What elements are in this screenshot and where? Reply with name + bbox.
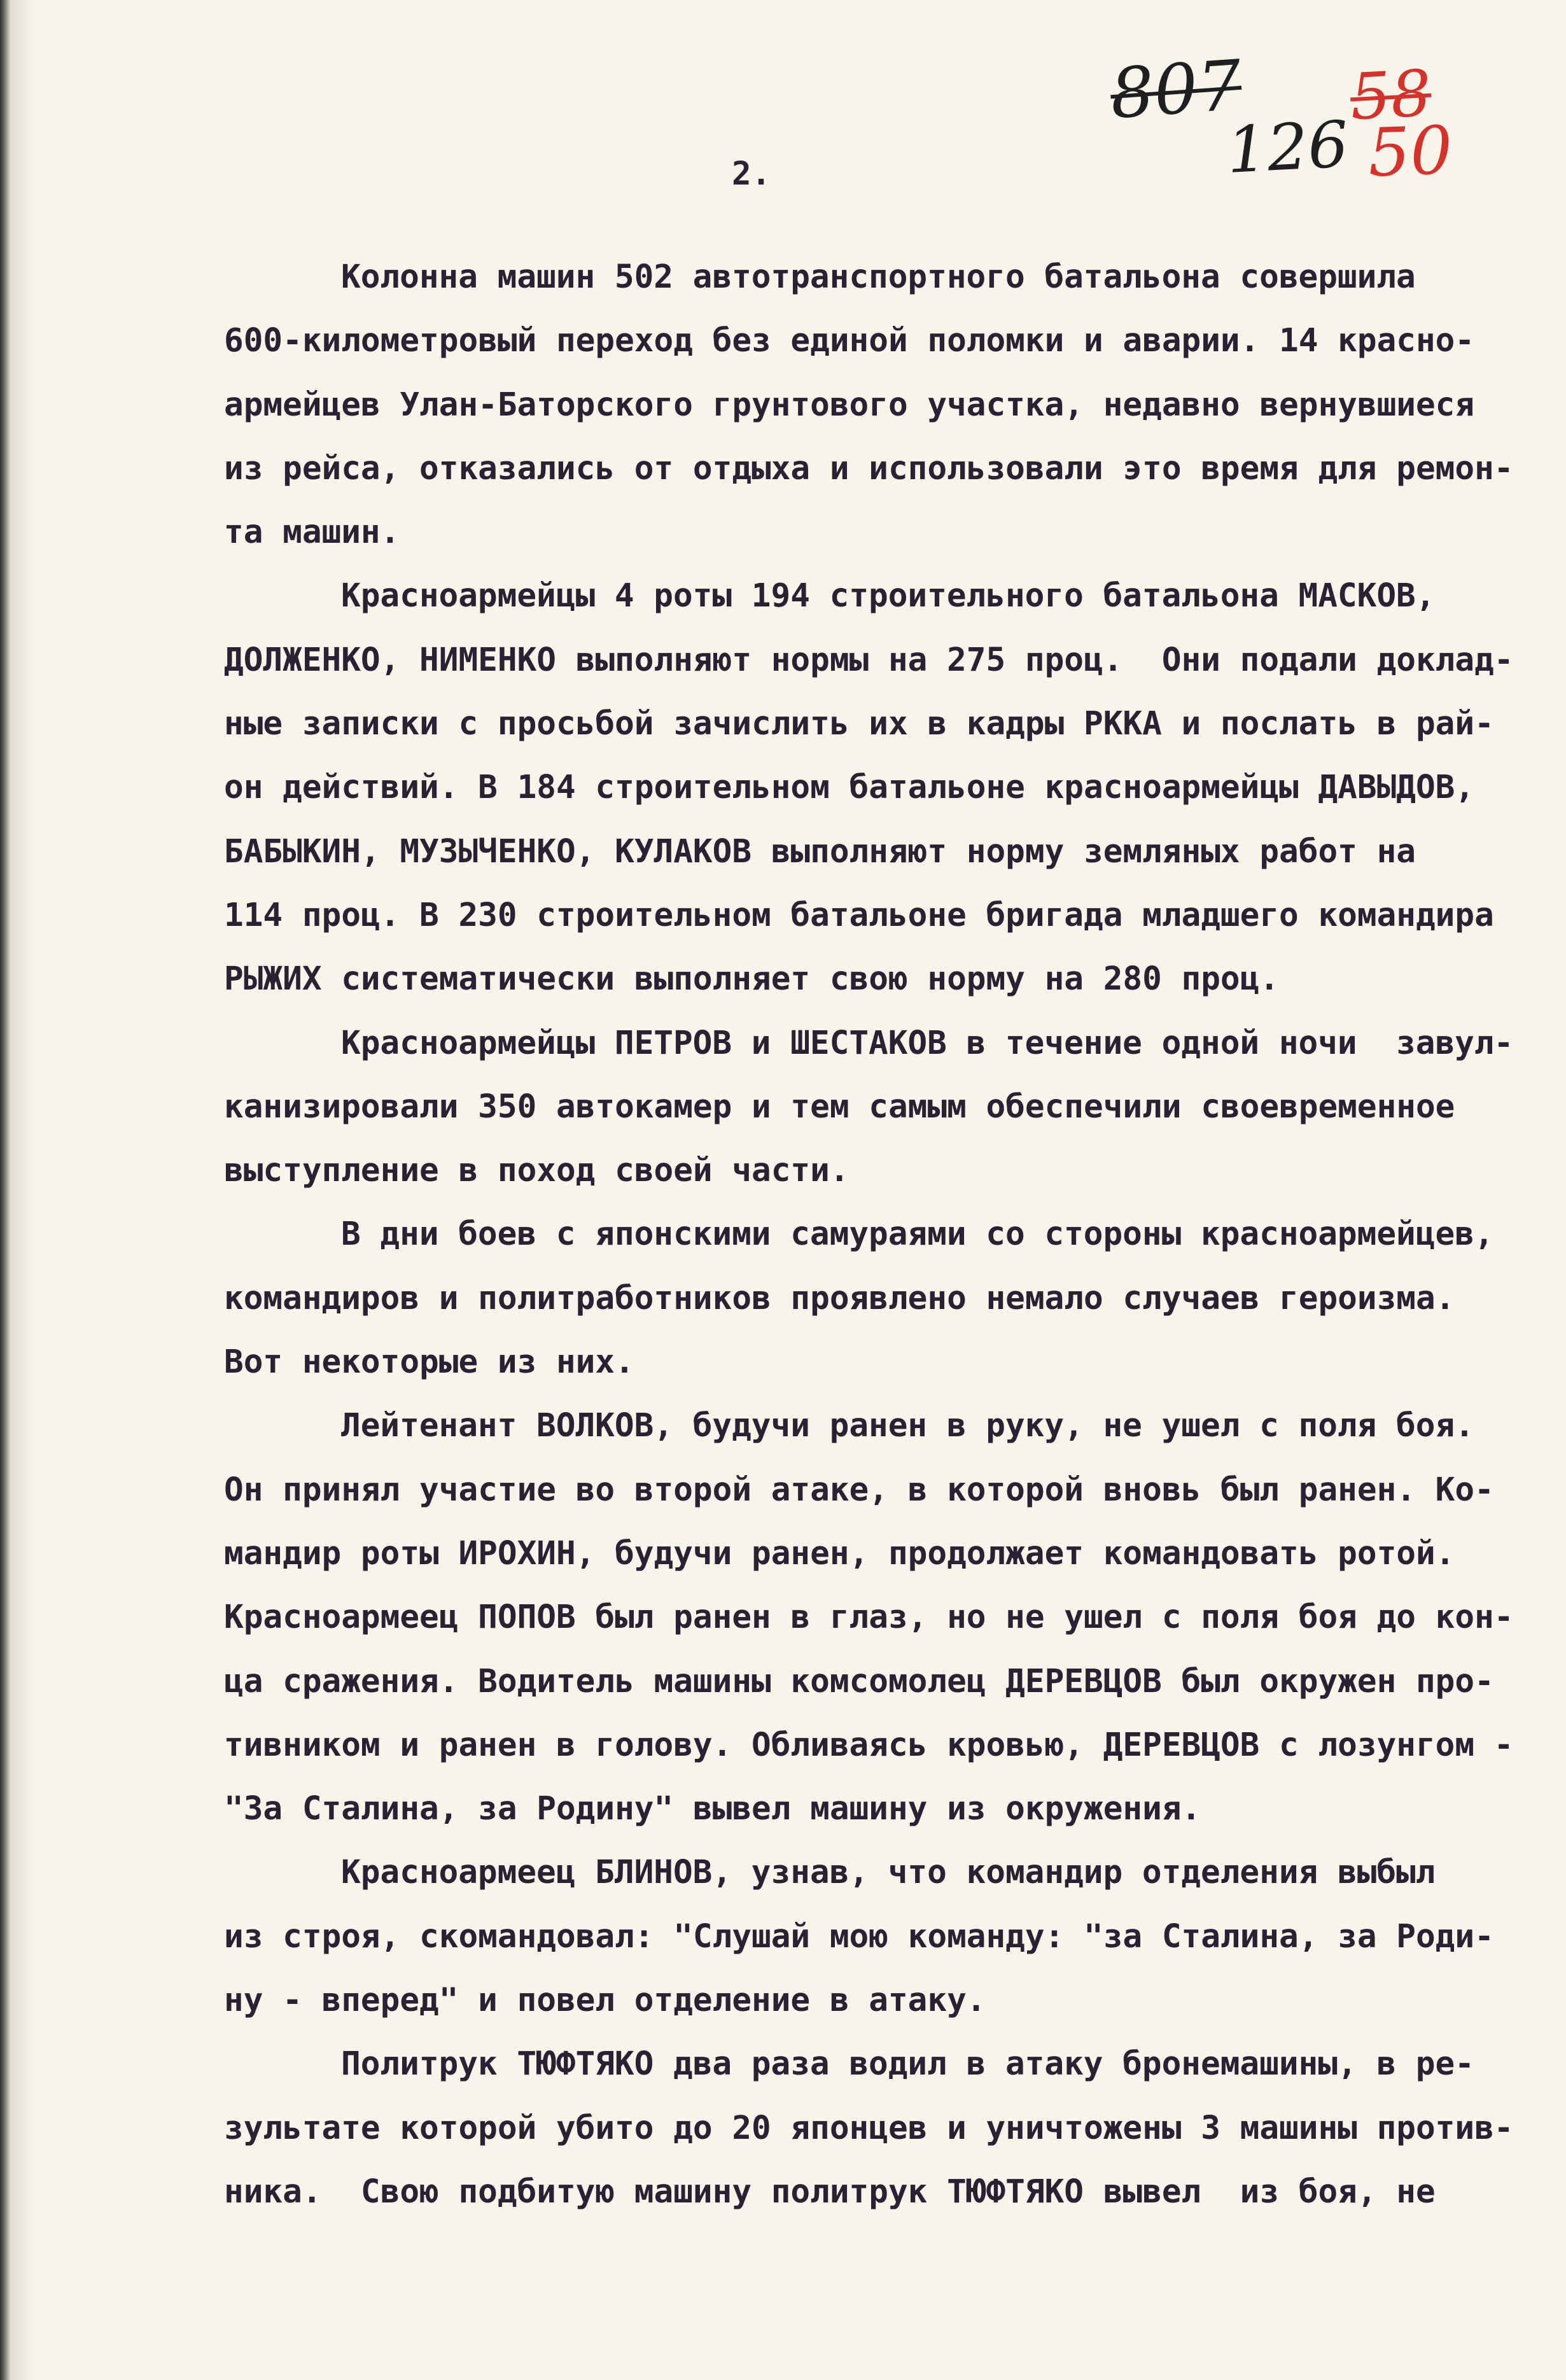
text-line: тивником и ранен в голову. Обливаясь кровью, ДЕРЕВЦОВ с лозунгом -	[224, 1726, 1514, 1764]
paragraph	[224, 1841, 1535, 2033]
text-line: 600-километровый переход без единой поломки и аварии. 14 красно-	[224, 322, 1475, 360]
text-line: Колонна машин 502 автотранспортного батальона совершила	[341, 258, 1416, 296]
text-line: та машин.	[224, 514, 400, 552]
text-line: из строя, скомандовал: "Слушай мою команду: "за Сталина, за Роди-	[224, 1917, 1494, 1956]
folio-number: 50	[1366, 111, 1454, 192]
text-line: Он принял участие во второй атаке, в которой вновь был ранен. Ко-	[224, 1471, 1494, 1509]
paragraph	[224, 1394, 1535, 1841]
text-line: Красноармейцы 4 роты 194 строительного батальона МАСКОВ,	[341, 577, 1436, 615]
text-line: В дни боев с японскими самураями со стороны красноармейцев,	[341, 1215, 1494, 1254]
text-line: Красноармеец БЛИНОВ, узнав, что командир отделения выбыл	[341, 1854, 1436, 1892]
archive-number: 126	[1225, 107, 1350, 188]
archive-number-struck: 807	[1107, 45, 1245, 135]
text-line: ника. Свою подбитую машину политрук ТЮФТЯКО вывел из боя, не	[224, 2173, 1436, 2211]
text-line: из рейса, отказались от отдыха и использовали это время для ремон-	[224, 449, 1514, 487]
text-line: Красноармеец ПОПОВ был ранен в глаз, но не ушел с поля боя до кон-	[224, 1599, 1514, 1637]
text-line: ДОЛЖЕНКО, НИМЕНКО выполняют нормы на 275 проц. Они подали доклад-	[224, 641, 1514, 679]
text-line: командиров и политработников проявлено немало случаев героизма.	[224, 1279, 1455, 1317]
text-line: он действий. В 184 строительном батальоне красноармейцы ДАВЫДОВ,	[224, 769, 1475, 807]
text-line: Красноармейцы ПЕТРОВ и ШЕСТАКОВ в течение одной ночи завул-	[341, 1024, 1514, 1062]
text-line: БАБЫКИН, МУЗЫЧЕНКО, КУЛАКОВ выполняют норму земляных работ на	[224, 832, 1416, 871]
paragraph	[224, 1203, 1535, 1394]
text-line: выступление в поход своей части.	[224, 1152, 849, 1190]
text-line: канизировали 350 автокамер и тем самым обеспечили своевременное	[224, 1088, 1455, 1126]
text-line: 114 проц. В 230 строительном батальоне бригада младшего командира	[224, 896, 1494, 934]
text-line: зультате которой убито до 20 японцев и уничтожены 3 машины против-	[224, 2109, 1514, 2147]
document-body	[224, 246, 1535, 2224]
scan-edge	[0, 0, 10, 2380]
folio-number-struck: 58	[1348, 55, 1434, 135]
paragraph	[224, 564, 1535, 1011]
page-number: 2.	[732, 155, 771, 193]
text-line: ные записки с просьбой зачислить их в кадры РККА и послать в рай-	[224, 705, 1494, 743]
paragraph	[224, 246, 1535, 564]
text-line: Политрук ТЮФТЯКО два раза водил в атаку бронемашины, в ре-	[341, 2045, 1474, 2083]
text-line: ца сражения. Водитель машины комсомолец ДЕРЕВЦОВ был окружен про-	[224, 1662, 1494, 1700]
text-line: Вот некоторые из них.	[224, 1343, 634, 1382]
text-line: "За Сталина, за Родину" вывел машину из окружения.	[224, 1790, 1201, 1828]
text-line: мандир роты ИРОХИН, будучи ранен, продолжает командовать ротой.	[224, 1534, 1455, 1572]
text-line: ну - вперед" и повел отделение в атаку.	[224, 1982, 986, 2020]
paragraph	[224, 2033, 1535, 2224]
text-line: Лейтенант ВОЛКОВ, будучи ранен в руку, не ушел с поля боя.	[341, 1407, 1474, 1445]
scan-edge-shadow	[10, 0, 36, 2380]
text-line: армейцев Улан-Баторского грунтового участка, недавно вернувшиеся	[224, 386, 1475, 424]
text-line: РЫЖИХ систематически выполняет свою норму на 280 проц.	[224, 960, 1280, 998]
paragraph	[224, 1012, 1535, 1203]
